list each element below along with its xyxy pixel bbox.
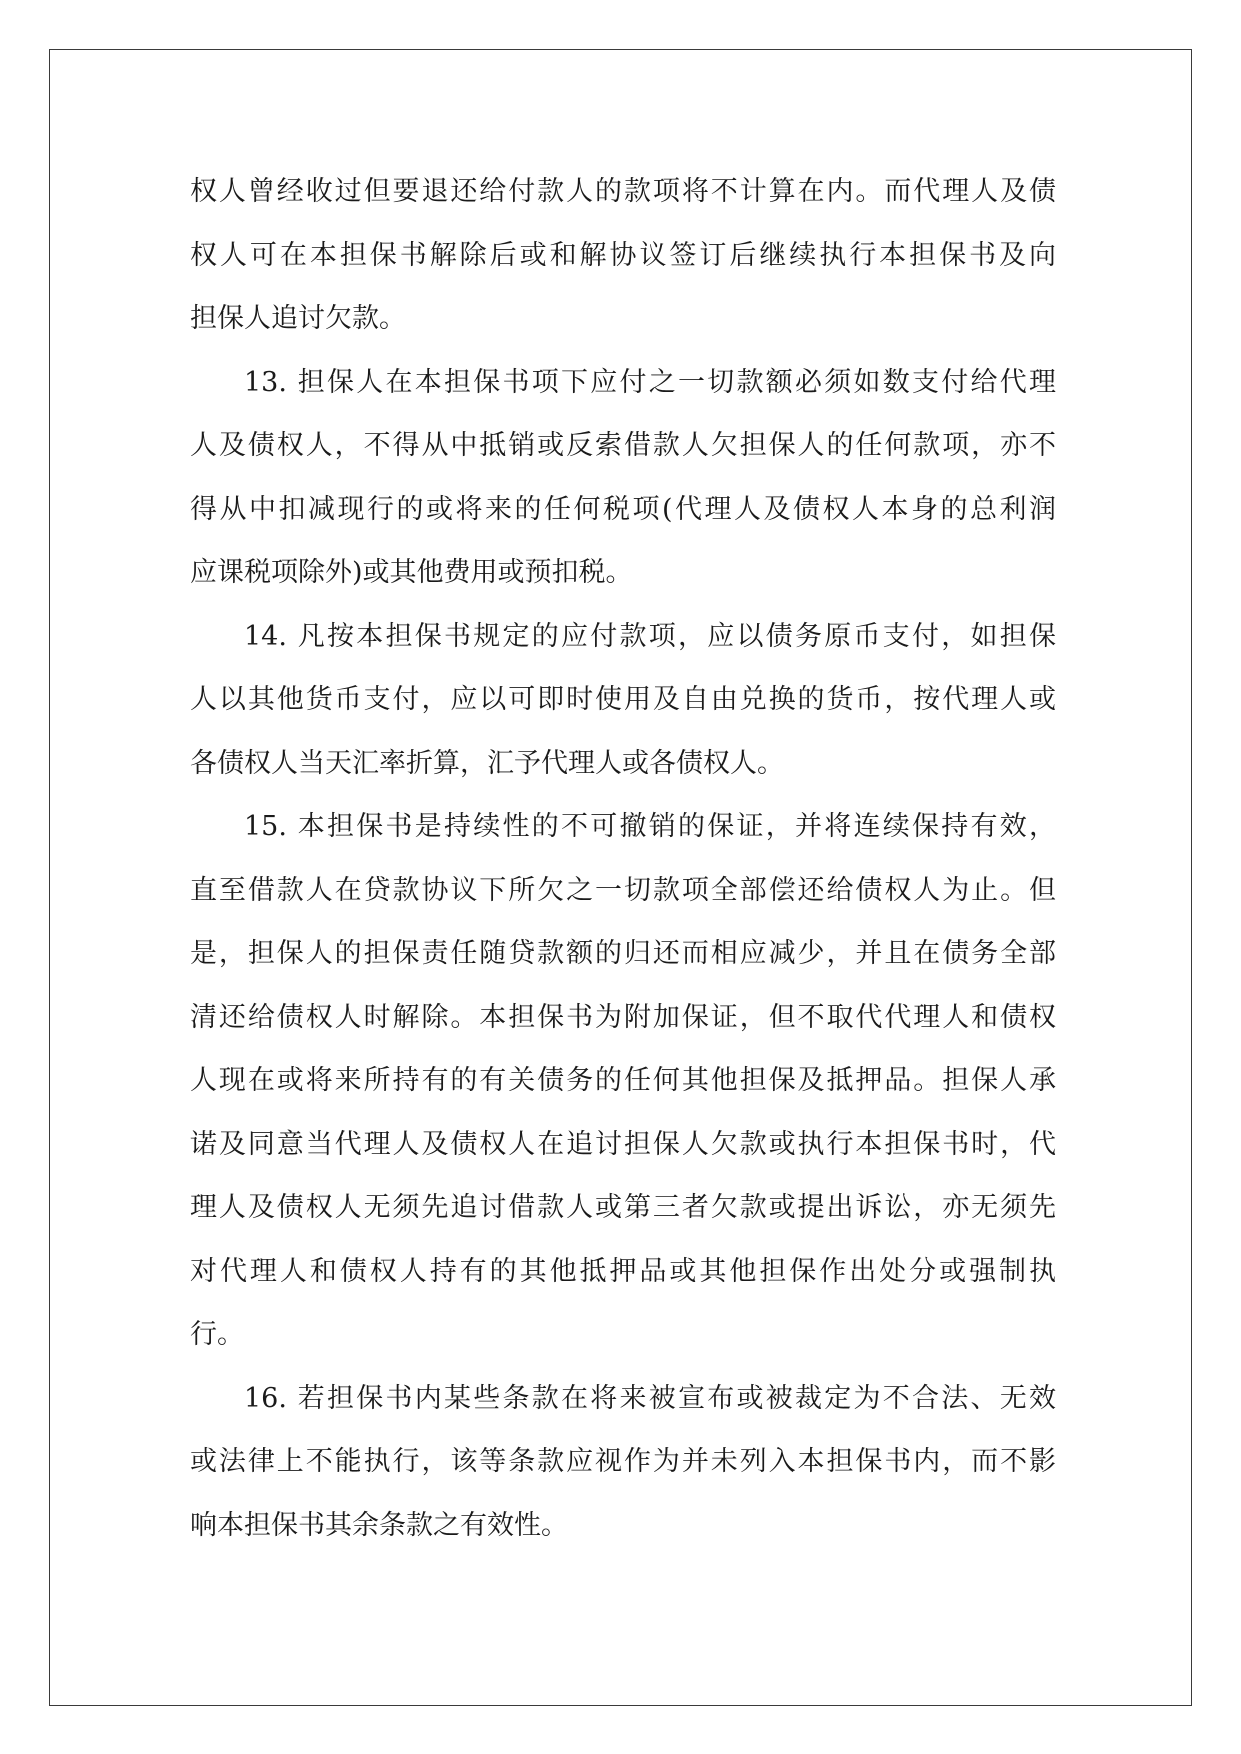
paragraph-p15: [190, 795, 1056, 1367]
text-line: 清还给债权人时解除。本担保书为附加保证，但不取代代理人和债权: [190, 1001, 1056, 1033]
text-line: 担保人追讨欠款。: [190, 303, 406, 334]
text-line: 诺及同意当代理人及债权人在追讨担保人欠款或执行本担保书时，代: [190, 1128, 1056, 1160]
text-line: 13. 担保人在本担保书项下应付之一切款额必须如数支付给代理: [244, 366, 1056, 398]
text-line: 各债权人当天汇率折算，汇予代理人或各债权人。: [190, 747, 784, 779]
paragraph-p12-cont: [190, 160, 1056, 351]
text-line: 或法律上不能执行，该等条款应视作为并未列入本担保书内，而不影: [190, 1446, 1056, 1477]
paragraph-p14: [190, 605, 1056, 796]
text-line: 理人及债权人无须先追讨借款人或第三者欠款或提出诉讼，亦无须先: [190, 1192, 1056, 1223]
text-line: 人以其他货币支付，应以可即时使用及自由兑换的货币，按代理人或: [190, 684, 1056, 715]
text-line: 权人可在本担保书解除后或和解协议签订后继续执行本担保书及向: [190, 239, 1056, 271]
document-body: [190, 160, 1056, 1557]
text-line: 14. 凡按本担保书规定的应付款项，应以债务原币支付，如担保: [244, 620, 1056, 652]
text-line: 行。: [190, 1319, 244, 1350]
text-line: 对代理人和债权人持有的其他抵押品或其他担保作出处分或强制执: [190, 1255, 1056, 1287]
text-line: 权人曾经收过但要退还给付款人的款项将不计算在内。而代理人及债: [190, 176, 1056, 207]
text-line: 人及债权人，不得从中抵销或反索借款人欠担保人的任何款项，亦不: [190, 430, 1056, 461]
text-line: 是，担保人的担保责任随贷款额的归还而相应减少，并且在债务全部: [190, 938, 1056, 969]
paragraph-p16: [190, 1367, 1056, 1558]
text-line: 16. 若担保书内某些条款在将来被宣布或被裁定为不合法、无效: [244, 1382, 1056, 1414]
text-line: 直至借款人在贷款协议下所欠之一切款项全部偿还给债权人为止。但: [190, 874, 1056, 906]
text-line: 应课税项除外)或其他费用或预扣税。: [190, 557, 633, 588]
text-line: 得从中扣减现行的或将来的任何税项(代理人及债权人本身的总利润: [190, 493, 1056, 525]
text-line: 人现在或将来所持有的有关债务的任何其他担保及抵押品。担保人承: [190, 1065, 1056, 1096]
paragraph-p13: [190, 351, 1056, 605]
text-line: 响本担保书其余条款之有效性。: [190, 1509, 568, 1541]
text-line: 15. 本担保书是持续性的不可撤销的保证，并将连续保持有效，: [244, 811, 1056, 842]
